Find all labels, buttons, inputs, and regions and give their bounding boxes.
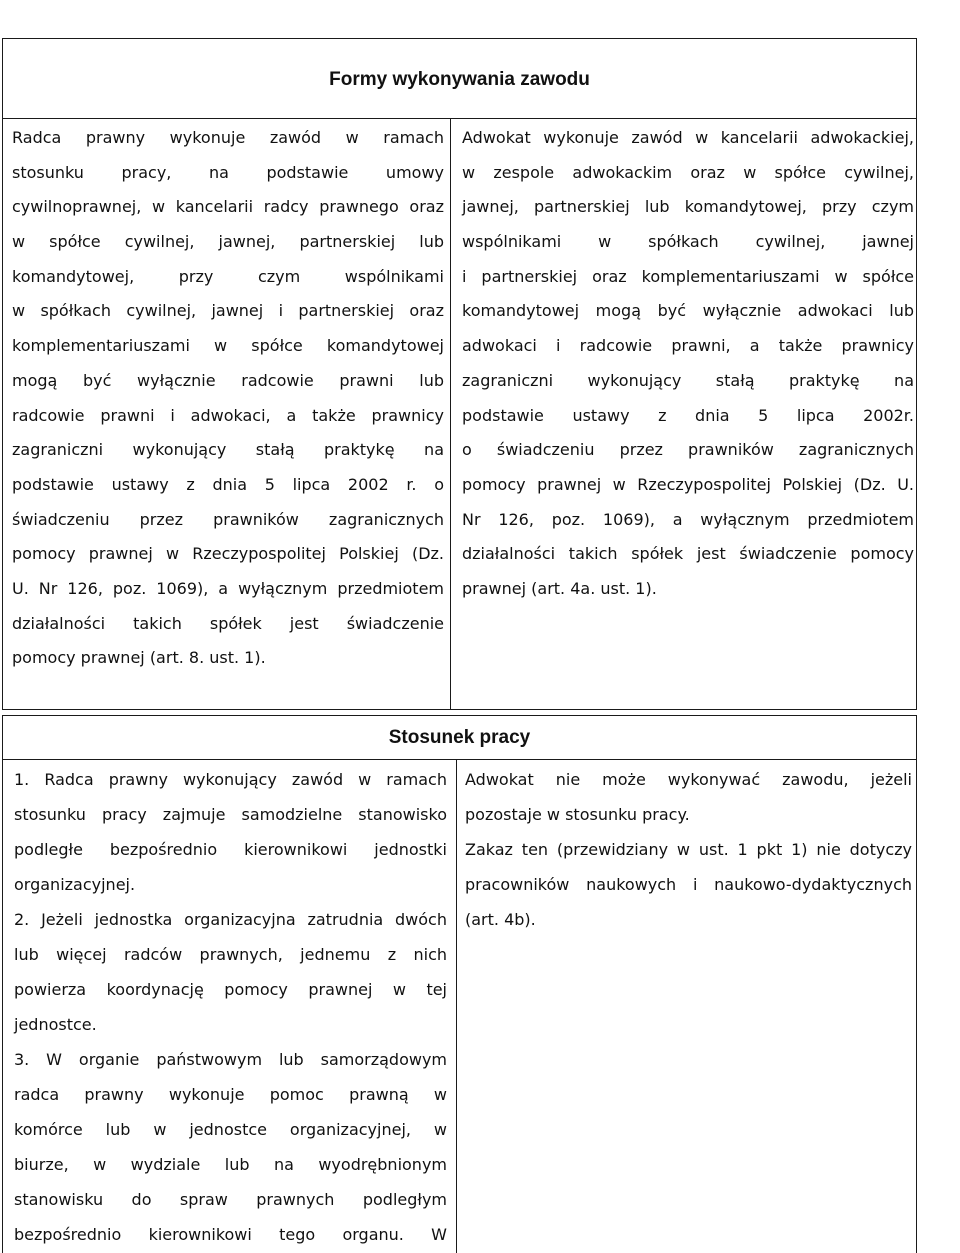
- text-line: Adwokat nie może wykonywać zawodu, jeżeli: [465, 770, 912, 789]
- text-line: (art. 4b).: [465, 910, 536, 929]
- text-line: cywilnoprawnej, w kancelarii radcy prawnego oraz: [12, 197, 444, 217]
- text-line: Zakaz ten (przewidziany w ust. 1 pkt 1) nie dotyczy: [465, 840, 912, 859]
- table-divider: [3, 759, 916, 760]
- text-line: komórce lub w jednostce organizacyjnej, w: [14, 1120, 447, 1139]
- text-line: stanowisku do spraw prawnych podległym: [14, 1190, 447, 1209]
- text-line: Adwokat wykonuje zawód w kancelarii adwokackiej,: [462, 128, 914, 147]
- text-line: działalności takich spółek jest świadczenie: [12, 613, 444, 633]
- text-line: organizacyjnej.: [14, 875, 136, 894]
- column-divider: [456, 759, 457, 1253]
- text-line: komandytowej mogą być wyłącznie adwokaci lub: [462, 301, 914, 321]
- text-line: stosunku pracy, na podstawie umowy: [12, 162, 444, 182]
- text-line: i partnerskiej oraz komplementariuszami w spółce: [462, 266, 914, 286]
- text-line: powierza koordynację pomocy prawnej w tej: [14, 980, 447, 999]
- text-line: 1. Radca prawny wykonujący zawód w ramach: [14, 770, 447, 789]
- text-line: podległe bezpośrednio kierownikowi jednostki: [14, 840, 447, 859]
- text-line: komplementariuszami w spółce komandytowej: [12, 336, 444, 356]
- text-line: Nr 126, poz. 1069), a wyłącznym przedmiotem: [462, 509, 914, 529]
- text-line: komandytowej, przy czym wspólnikami: [12, 266, 444, 286]
- advocate-column: [462, 121, 914, 607]
- text-line: radcowie prawni i adwokaci, a także prawnicy: [12, 405, 444, 425]
- section-title: Formy wykonywania zawodu: [329, 69, 590, 90]
- text-line: prawnej (art. 4a. ust. 1).: [462, 578, 657, 598]
- text-line: w spółkach cywilnej, jawnej i partnerskiej oraz: [12, 301, 444, 321]
- section-title: Stosunek pracy: [388, 727, 531, 748]
- text-line: zagraniczni wykonujący stałą praktykę na: [462, 370, 914, 390]
- text-line: pracowników naukowych i naukowo-dydaktycznych: [465, 875, 912, 894]
- text-line: 2. Jeżeli jednostka organizacyjna zatrudnia dwóch: [14, 910, 447, 929]
- text-line: jednostce.: [14, 1015, 97, 1034]
- text-line: wspólnikami w spółkach cywilnej, jawnej: [462, 232, 914, 252]
- text-line: podstawie ustawy z dnia 5 lipca 2002 r. o: [12, 474, 444, 494]
- text-line: biurze, w wydziale lub na wyodrębnionym: [14, 1155, 447, 1174]
- text-line: Radca prawny wykonuje zawód w ramach: [12, 128, 444, 147]
- column-divider: [450, 118, 451, 709]
- text-line: pomocy prawnej w Rzeczypospolitej Polskiej (Dz. U.: [462, 474, 914, 494]
- text-line: jawnej, partnerskiej lub komandytowej, przy czym: [462, 197, 914, 217]
- table-divider: [3, 118, 916, 119]
- text-line: o świadczeniu przez prawników zagranicznych: [462, 440, 914, 460]
- text-line: pomocy prawnej (art. 8. ust. 1).: [12, 648, 266, 668]
- advocate-column: [465, 762, 912, 937]
- text-line: radca prawny wykonuje pomoc prawną w: [14, 1085, 447, 1104]
- text-line: zagraniczni wykonujący stałą praktykę na: [12, 440, 444, 460]
- text-line: świadczeniu przez prawników zagranicznych: [12, 509, 444, 529]
- text-line: pozostaje w stosunku pracy.: [465, 805, 690, 824]
- employment-relationship-table: [2, 715, 917, 1253]
- text-line: lub więcej radców prawnych, jednemu z nich: [14, 945, 447, 964]
- text-line: w zespole adwokackim oraz w spółce cywilnej,: [462, 162, 914, 182]
- text-line: podstawie ustawy z dnia 5 lipca 2002r.: [462, 405, 914, 425]
- legal-adviser-column: [14, 762, 447, 1252]
- forms-of-practice-table: [2, 38, 917, 710]
- text-line: stosunku pracy zajmuje samodzielne stanowisko: [14, 805, 447, 824]
- legal-adviser-column: [12, 121, 444, 676]
- text-line: w spółce cywilnej, jawnej, partnerskiej lub: [12, 232, 444, 252]
- text-line: U. Nr 126, poz. 1069), a wyłącznym przedmiotem: [12, 578, 444, 598]
- text-line: bezpośrednio kierownikowi tego organu. W: [14, 1225, 447, 1244]
- text-line: działalności takich spółek jest świadczenie pomocy: [462, 544, 914, 564]
- text-line: adwokaci i radcowie prawni, a także prawnicy: [462, 336, 914, 356]
- text-line: pomocy prawnej w Rzeczypospolitej Polskiej (Dz.: [12, 544, 444, 564]
- text-line: 3. W organie państwowym lub samorządowym: [14, 1050, 447, 1069]
- text-line: mogą być wyłącznie radcowie prawni lub: [12, 370, 444, 390]
